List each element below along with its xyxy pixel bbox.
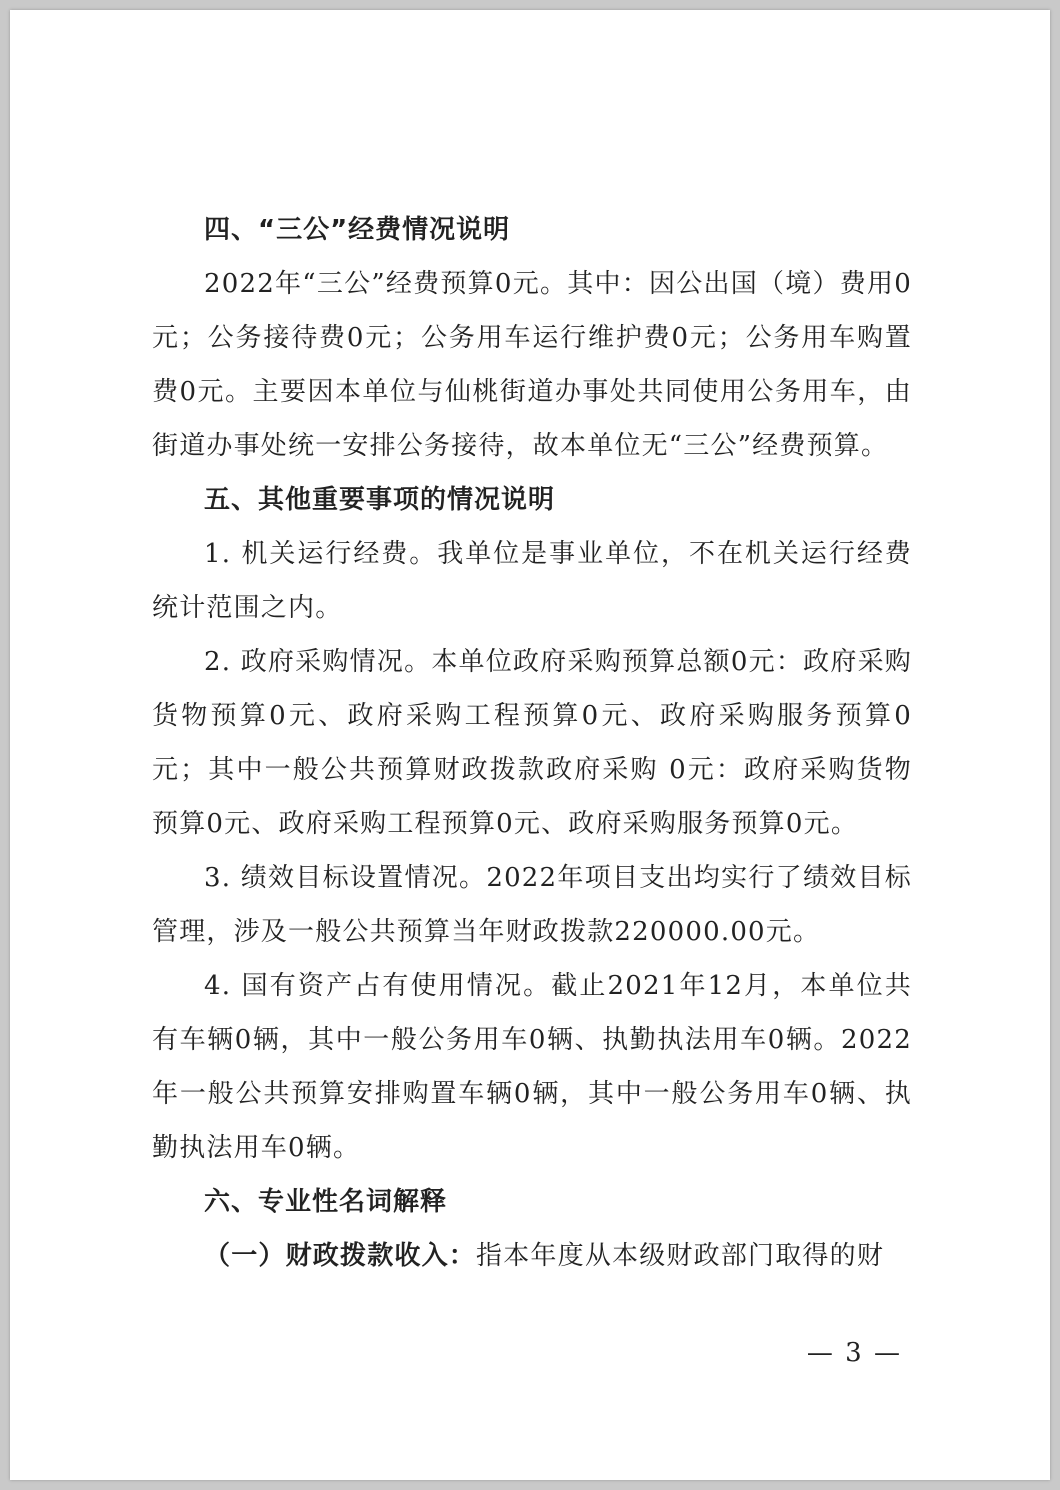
- document-page: [10, 10, 1050, 1480]
- paragraph-glossary-term-1: [152, 1229, 912, 1283]
- paragraph-performance-targets: 3. 绩效目标设置情况。2022年项目支出均实行了绩效目标管理，涉及一般公共预算当年财政拨款220000.00元。: [152, 863, 912, 947]
- paragraph-operating-expenses: 1. 机关运行经费。我单位是事业单位，不在机关运行经费统计范围之内。: [152, 539, 912, 623]
- glossary-term-label: （一）财政拨款收入：: [204, 1241, 477, 1271]
- paragraph-government-procurement: 2. 政府采购情况。本单位政府采购预算总额0元：政府采购货物预算0元、政府采购工程预算0元、政府采购服务预算0元；其中一般公共预算财政拨款政府采购 0元：政府采购货物预算0元、政府采购工程预算0元、政府采购服务预算0元。: [152, 647, 912, 839]
- page-number: — 3 —: [806, 1338, 902, 1368]
- document-body: [152, 203, 912, 1283]
- section-heading-glossary: 六、专业性名词解释: [204, 1187, 448, 1217]
- paragraph-sangong-budget: 2022年“三公”经费预算0元。其中：因公出国（境）费用0元；公务接待费0元；公务用车运行维护费0元；公务用车购置费0元。主要因本单位与仙桃街道办事处共同使用公务用车，由街道办事处统一安排公务接待，故本单位无“三公”经费预算。: [152, 269, 912, 461]
- section-heading-other-matters: 五、其他重要事项的情况说明: [204, 485, 556, 515]
- section-heading-sangong: 四、“三公”经费情况说明: [204, 215, 511, 245]
- paragraph-state-assets: 4. 国有资产占有使用情况。截止2021年12月，本单位共有车辆0辆，其中一般公务用车0辆、执勤执法用车0辆。2022年一般公共预算安排购置车辆0辆，其中一般公务用车0辆、执勤执法用车0辆。: [152, 971, 912, 1163]
- glossary-term-text: 指本年度从本级财政部门取得的财: [476, 1241, 885, 1271]
